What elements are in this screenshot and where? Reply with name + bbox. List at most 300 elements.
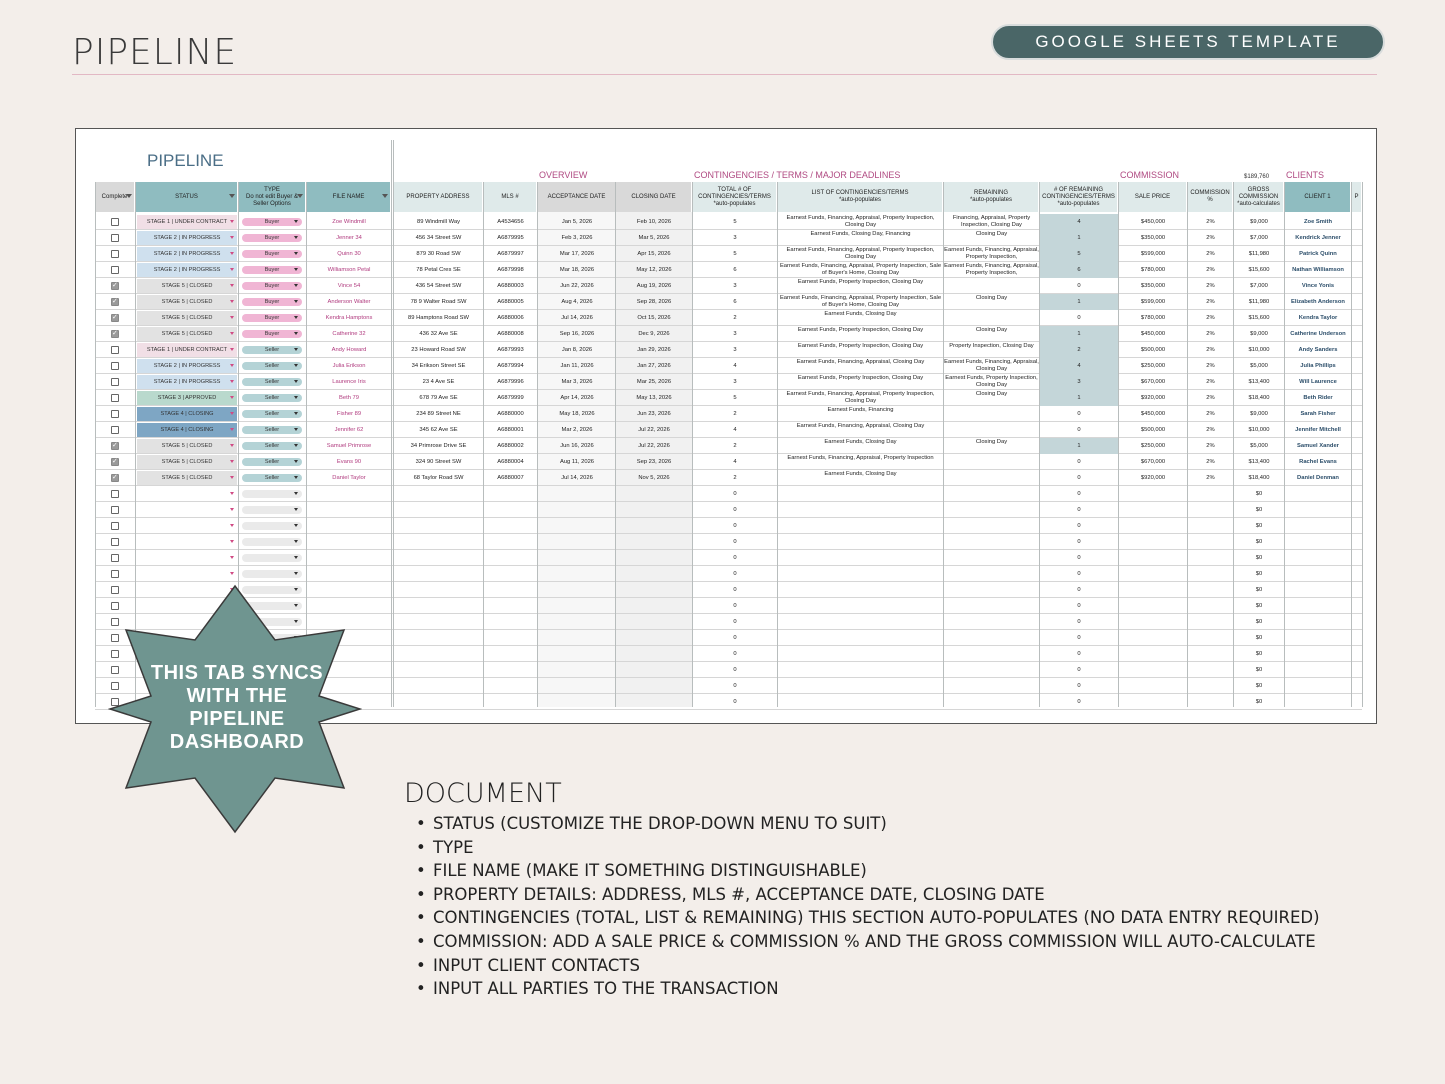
type-dropdown[interactable] — [242, 282, 302, 290]
price-cell[interactable] — [1119, 598, 1187, 614]
col-header-file-name[interactable]: FILE NAME — [307, 182, 391, 212]
gross-cell[interactable]: $11,980 — [1248, 299, 1270, 305]
remaining-cell[interactable] — [944, 534, 1039, 550]
client-cell[interactable]: Julia Phillips — [1300, 363, 1336, 369]
file-name-cell[interactable]: Evans 90 — [336, 459, 362, 465]
address-cell[interactable] — [394, 678, 483, 694]
pct-cell[interactable]: 2% — [1206, 427, 1215, 433]
type-dropdown[interactable] — [242, 330, 302, 338]
list-cell[interactable]: Earnest Funds, Financing, Appraisal, Property Inspection — [787, 455, 934, 461]
close-cell[interactable] — [616, 598, 692, 614]
close-cell[interactable]: Aug 19, 2026 — [636, 283, 672, 289]
status-dropdown[interactable] — [137, 391, 237, 405]
pct-cell[interactable] — [1188, 518, 1233, 534]
remaining-cell[interactable]: Earnest Funds, Financing, Appraisal, Property Inspection, — [944, 263, 1039, 276]
price-cell[interactable]: $350,000 — [1140, 235, 1166, 241]
pct-cell[interactable] — [1188, 662, 1233, 678]
list-cell[interactable]: Earnest Funds, Property Inspection, Closing Day — [797, 375, 924, 381]
list-cell[interactable] — [778, 486, 943, 502]
accept-cell[interactable]: Mar 2, 2026 — [561, 427, 593, 433]
client-cell[interactable]: Catherine Underson — [1290, 331, 1346, 337]
file-name-cell[interactable] — [307, 534, 391, 550]
mls-cell[interactable] — [484, 550, 537, 566]
gross-cell[interactable]: $11,980 — [1248, 251, 1270, 257]
type-dropdown[interactable] — [242, 250, 302, 258]
mls-cell[interactable] — [484, 646, 537, 662]
list-cell[interactable] — [778, 534, 943, 550]
gross-cell[interactable]: $5,000 — [1250, 443, 1268, 449]
accept-cell[interactable] — [538, 630, 616, 646]
client-cell[interactable]: Will Laurence — [1299, 379, 1337, 385]
rem-count-cell[interactable]: 1 — [1040, 294, 1118, 310]
client-cell[interactable]: Beth Rider — [1303, 395, 1333, 401]
gross-cell[interactable]: $18,400 — [1248, 395, 1270, 401]
gross-cell[interactable]: $0 — [1255, 651, 1263, 657]
col-header-client1[interactable]: CLIENT 1 — [1285, 182, 1351, 212]
type-dropdown[interactable] — [242, 298, 302, 306]
file-name-cell[interactable] — [307, 502, 391, 518]
status-dropdown[interactable] — [137, 343, 237, 357]
total-cell[interactable]: 0 — [733, 587, 737, 593]
remaining-cell[interactable]: Property Inspection, Closing Day — [949, 343, 1034, 349]
address-cell[interactable] — [394, 534, 483, 550]
file-name-cell[interactable]: Kendra Hamptons — [325, 315, 373, 321]
status-dropdown[interactable] — [137, 231, 237, 245]
remaining-cell[interactable] — [944, 598, 1039, 614]
price-cell[interactable]: $780,000 — [1140, 315, 1166, 321]
remaining-cell[interactable]: Closing Day — [975, 439, 1008, 445]
close-cell[interactable] — [616, 582, 692, 598]
gross-cell[interactable]: $0 — [1255, 683, 1263, 689]
remaining-cell[interactable] — [944, 470, 1039, 486]
close-cell[interactable] — [616, 614, 692, 630]
address-cell[interactable]: 234 89 Street NE — [416, 411, 461, 417]
file-name-cell[interactable]: Vince 54 — [337, 283, 361, 289]
client-cell[interactable] — [1285, 486, 1351, 502]
list-cell[interactable]: Earnest Funds, Closing Day, Financing — [810, 231, 911, 237]
accept-cell[interactable] — [538, 582, 616, 598]
file-name-cell[interactable]: Laurence Iris — [332, 379, 366, 385]
col-header-gross-commission[interactable]: GROSS COMMISSION *auto-calculates — [1234, 182, 1284, 212]
remaining-cell[interactable] — [944, 406, 1039, 422]
filter-icon[interactable] — [126, 194, 132, 198]
accept-cell[interactable]: May 18, 2026 — [559, 411, 595, 417]
col-header-total-contingencies[interactable]: TOTAL # OF CONTINGENCIES/TERMS *auto-populates — [693, 182, 777, 212]
file-name-cell[interactable] — [307, 486, 391, 502]
address-cell[interactable]: 436 54 Street SW — [415, 283, 462, 289]
remaining-cell[interactable] — [944, 422, 1039, 438]
status-dropdown[interactable] — [137, 423, 237, 437]
status-dropdown[interactable] — [137, 407, 237, 421]
total-cell[interactable]: 2 — [733, 315, 737, 321]
client-cell[interactable]: Zoe Smith — [1303, 219, 1333, 225]
gross-cell[interactable]: $0 — [1255, 667, 1263, 673]
rem-count-cell[interactable]: 6 — [1040, 262, 1118, 278]
client-cell[interactable]: Rachel Evans — [1299, 459, 1337, 465]
rem-count-cell[interactable]: 3 — [1040, 374, 1118, 390]
mls-cell[interactable]: A6879996 — [497, 379, 524, 385]
total-cell[interactable]: 0 — [733, 619, 737, 625]
close-cell[interactable] — [616, 694, 692, 710]
accept-cell[interactable] — [538, 614, 616, 630]
client-cell[interactable]: Patrick Quinn — [1299, 251, 1337, 257]
gross-cell[interactable]: $0 — [1255, 587, 1263, 593]
file-name-cell[interactable] — [307, 518, 391, 534]
list-cell[interactable]: Earnest Funds, Financing — [827, 407, 894, 413]
address-cell[interactable] — [394, 486, 483, 502]
address-cell[interactable]: 456 34 Street SW — [415, 235, 462, 241]
remaining-cell[interactable] — [944, 518, 1039, 534]
mls-cell[interactable] — [484, 486, 537, 502]
pct-cell[interactable] — [1188, 614, 1233, 630]
file-name-cell[interactable]: Andy Howard — [331, 347, 367, 353]
list-cell[interactable]: Earnest Funds, Financing, Appraisal, Property Inspection, Closing Day — [786, 391, 935, 404]
remaining-cell[interactable] — [944, 454, 1039, 470]
gross-cell[interactable]: $0 — [1255, 491, 1263, 497]
list-cell[interactable] — [778, 646, 943, 662]
address-cell[interactable]: 879 30 Road SW — [416, 251, 461, 257]
price-cell[interactable]: $670,000 — [1140, 459, 1166, 465]
total-cell[interactable]: 0 — [733, 651, 737, 657]
price-cell[interactable]: $450,000 — [1140, 219, 1166, 225]
list-cell[interactable] — [778, 550, 943, 566]
close-cell[interactable] — [616, 566, 692, 582]
rem-count-cell[interactable]: 0 — [1077, 603, 1081, 609]
rem-count-cell[interactable]: 0 — [1077, 283, 1081, 289]
list-cell[interactable]: Earnest Funds, Financing, Appraisal, Property Inspection, Sale of Buyer's Home, Closing Day — [779, 295, 942, 308]
price-cell[interactable] — [1119, 566, 1187, 582]
price-cell[interactable]: $920,000 — [1140, 395, 1166, 401]
col-header-status[interactable]: STATUS — [136, 182, 238, 212]
total-cell[interactable]: 4 — [733, 363, 737, 369]
rem-count-cell[interactable]: 0 — [1077, 411, 1081, 417]
file-name-cell[interactable]: Julia Erikson — [332, 363, 366, 369]
total-cell[interactable]: 0 — [733, 603, 737, 609]
list-cell[interactable]: Earnest Funds, Financing, Appraisal, Closing Day — [796, 359, 925, 365]
close-cell[interactable] — [616, 534, 692, 550]
client-cell[interactable]: Samuel Xander — [1297, 443, 1339, 449]
rem-count-cell[interactable]: 5 — [1040, 246, 1118, 262]
gross-cell[interactable]: $7,000 — [1250, 235, 1268, 241]
address-cell[interactable] — [394, 582, 483, 598]
address-cell[interactable] — [394, 550, 483, 566]
address-cell[interactable]: 23 4 Ave SE — [422, 379, 455, 385]
client-cell[interactable] — [1285, 566, 1351, 582]
address-cell[interactable] — [394, 646, 483, 662]
client-cell[interactable] — [1285, 646, 1351, 662]
status-dropdown[interactable] — [137, 375, 237, 389]
mls-cell[interactable]: A6879997 — [497, 251, 524, 257]
type-dropdown[interactable] — [242, 378, 302, 386]
rem-count-cell[interactable]: 0 — [1077, 555, 1081, 561]
complete-checkbox[interactable] — [111, 490, 119, 498]
client-cell[interactable]: Vince Yonis — [1301, 283, 1335, 289]
status-dropdown[interactable] — [137, 519, 237, 533]
list-cell[interactable]: Earnest Funds, Financing, Appraisal, Property Inspection, Sale of Buyer's Home, Closing Day — [779, 263, 942, 276]
pct-cell[interactable]: 2% — [1206, 395, 1215, 401]
pct-cell[interactable]: 2% — [1206, 251, 1215, 257]
accept-cell[interactable]: Sep 16, 2026 — [559, 331, 595, 337]
address-cell[interactable]: 89 Hamptons Road SW — [408, 315, 469, 321]
remaining-cell[interactable] — [944, 582, 1039, 598]
gross-cell[interactable]: $15,600 — [1248, 315, 1270, 321]
remaining-cell[interactable] — [944, 486, 1039, 502]
close-cell[interactable]: Mar 5, 2026 — [638, 235, 670, 241]
mls-cell[interactable] — [484, 534, 537, 550]
accept-cell[interactable]: Jan 11, 2026 — [560, 363, 594, 369]
client-cell[interactable]: Andy Sanders — [1298, 347, 1338, 353]
total-cell[interactable]: 6 — [733, 299, 737, 305]
pct-cell[interactable] — [1188, 582, 1233, 598]
list-cell[interactable]: Earnest Funds, Closing Day — [824, 439, 897, 445]
price-cell[interactable]: $500,000 — [1140, 347, 1166, 353]
rem-count-cell[interactable]: 0 — [1077, 635, 1081, 641]
pct-cell[interactable] — [1188, 502, 1233, 518]
gross-cell[interactable]: $0 — [1255, 523, 1263, 529]
accept-cell[interactable]: Jul 14, 2026 — [561, 315, 593, 321]
type-dropdown[interactable] — [242, 426, 302, 434]
type-dropdown[interactable] — [242, 346, 302, 354]
list-cell[interactable] — [778, 630, 943, 646]
total-cell[interactable]: 0 — [733, 539, 737, 545]
total-cell[interactable]: 4 — [733, 459, 737, 465]
remaining-cell[interactable] — [944, 614, 1039, 630]
type-dropdown[interactable] — [242, 314, 302, 322]
gross-cell[interactable]: $15,600 — [1248, 267, 1270, 273]
status-dropdown[interactable] — [137, 327, 237, 341]
gross-cell[interactable]: $9,000 — [1250, 219, 1268, 225]
accept-cell[interactable]: Feb 3, 2026 — [561, 235, 593, 241]
rem-count-cell[interactable]: 0 — [1077, 683, 1081, 689]
pct-cell[interactable] — [1188, 598, 1233, 614]
close-cell[interactable] — [616, 662, 692, 678]
mls-cell[interactable]: A6879995 — [497, 235, 524, 241]
complete-checkbox[interactable] — [111, 218, 119, 226]
status-dropdown[interactable] — [137, 359, 237, 373]
rem-count-cell[interactable]: 0 — [1077, 699, 1081, 705]
total-cell[interactable]: 0 — [733, 667, 737, 673]
remaining-cell[interactable] — [944, 278, 1039, 294]
mls-cell[interactable]: A6880005 — [497, 299, 524, 305]
complete-checkbox[interactable] — [111, 410, 119, 418]
pct-cell[interactable]: 2% — [1206, 459, 1215, 465]
file-name-cell[interactable]: Jennifer 62 — [334, 427, 364, 433]
file-name-cell[interactable]: Daniel Taylor — [332, 475, 366, 481]
file-name-cell[interactable]: Anderson Walter — [327, 299, 371, 305]
total-cell[interactable]: 0 — [733, 507, 737, 513]
list-cell[interactable]: Earnest Funds, Property Inspection, Closing Day — [797, 343, 924, 349]
gross-cell[interactable]: $0 — [1255, 619, 1263, 625]
total-cell[interactable]: 0 — [733, 635, 737, 641]
price-cell[interactable] — [1119, 534, 1187, 550]
type-dropdown[interactable] — [242, 442, 302, 450]
rem-count-cell[interactable]: 0 — [1077, 587, 1081, 593]
pct-cell[interactable]: 2% — [1206, 267, 1215, 273]
complete-checkbox[interactable] — [111, 442, 119, 450]
pct-cell[interactable] — [1188, 486, 1233, 502]
status-dropdown[interactable] — [137, 295, 237, 309]
client-cell[interactable]: Sarah Fisher — [1300, 411, 1336, 417]
file-name-cell[interactable]: Zoe Windmill — [332, 219, 366, 225]
client-cell[interactable]: Kendrick Jenner — [1295, 235, 1341, 241]
status-dropdown[interactable] — [137, 535, 237, 549]
close-cell[interactable]: Mar 25, 2026 — [636, 379, 672, 385]
filter-icon[interactable] — [229, 194, 235, 198]
col-header-mls[interactable]: MLS # — [484, 182, 537, 212]
file-name-cell[interactable] — [307, 550, 391, 566]
col-header-list-contingencies[interactable]: LIST OF CONTINGENCIES/TERMS *auto-populates — [778, 182, 943, 212]
accept-cell[interactable] — [538, 502, 616, 518]
complete-checkbox[interactable] — [111, 474, 119, 482]
address-cell[interactable] — [394, 614, 483, 630]
price-cell[interactable]: $250,000 — [1140, 363, 1166, 369]
remaining-cell[interactable]: Closing Day — [975, 231, 1008, 237]
address-cell[interactable] — [394, 662, 483, 678]
list-cell[interactable] — [778, 502, 943, 518]
filter-icon[interactable] — [297, 194, 303, 198]
address-cell[interactable] — [394, 630, 483, 646]
gross-cell[interactable]: $10,000 — [1248, 427, 1270, 433]
pct-cell[interactable]: 2% — [1206, 411, 1215, 417]
close-cell[interactable]: May 12, 2026 — [636, 267, 672, 273]
col-header-commission-pct[interactable]: COMMISSION % — [1188, 182, 1233, 212]
complete-checkbox[interactable] — [111, 298, 119, 306]
address-cell[interactable]: 89 Windmill Way — [417, 219, 460, 225]
accept-cell[interactable]: Aug 11, 2026 — [559, 459, 595, 465]
type-dropdown[interactable] — [242, 234, 302, 242]
file-name-cell[interactable]: Williamson Petal — [327, 267, 371, 273]
total-cell[interactable]: 3 — [733, 235, 737, 241]
address-cell[interactable]: 23 Howard Road SW — [411, 347, 466, 353]
col-header-remaining-count[interactable]: # OF REMAINING CONTINGENCIES/TERMS *auto-populates — [1040, 182, 1118, 212]
pct-cell[interactable] — [1188, 550, 1233, 566]
mls-cell[interactable]: A6879999 — [497, 395, 524, 401]
accept-cell[interactable]: Mar 17, 2026 — [559, 251, 595, 257]
status-dropdown[interactable] — [137, 503, 237, 517]
type-dropdown[interactable] — [242, 554, 302, 562]
remaining-cell[interactable] — [944, 502, 1039, 518]
close-cell[interactable]: Jul 22, 2026 — [638, 427, 670, 433]
complete-checkbox[interactable] — [111, 570, 119, 578]
complete-checkbox[interactable] — [111, 538, 119, 546]
list-cell[interactable] — [778, 694, 943, 710]
type-dropdown[interactable] — [242, 266, 302, 274]
list-cell[interactable] — [778, 598, 943, 614]
gross-cell[interactable]: $9,000 — [1250, 411, 1268, 417]
gross-cell[interactable]: $0 — [1255, 699, 1263, 705]
address-cell[interactable] — [394, 598, 483, 614]
accept-cell[interactable]: Jun 16, 2026 — [560, 443, 594, 449]
accept-cell[interactable] — [538, 550, 616, 566]
price-cell[interactable] — [1119, 646, 1187, 662]
price-cell[interactable]: $670,000 — [1140, 379, 1166, 385]
client-cell[interactable] — [1285, 550, 1351, 566]
gross-cell[interactable]: $0 — [1255, 555, 1263, 561]
address-cell[interactable]: 436 32 Ave SE — [419, 331, 458, 337]
type-dropdown[interactable] — [242, 474, 302, 482]
filter-icon[interactable] — [382, 194, 388, 198]
pct-cell[interactable]: 2% — [1206, 379, 1215, 385]
accept-cell[interactable] — [538, 534, 616, 550]
total-cell[interactable]: 5 — [733, 219, 737, 225]
rem-count-cell[interactable]: 0 — [1077, 491, 1081, 497]
rem-count-cell[interactable]: 0 — [1077, 427, 1081, 433]
file-name-cell[interactable]: Quinn 30 — [337, 251, 361, 257]
remaining-cell[interactable]: Closing Day — [975, 391, 1008, 397]
remaining-cell[interactable]: Closing Day — [975, 327, 1008, 333]
col-header-complete[interactable]: Complete — [95, 182, 135, 212]
address-cell[interactable]: 34 Primrose Drive SE — [410, 443, 467, 449]
total-cell[interactable]: 0 — [733, 523, 737, 529]
client-cell[interactable] — [1285, 630, 1351, 646]
client-cell[interactable] — [1285, 694, 1351, 710]
address-cell[interactable]: 678 79 Ave SE — [419, 395, 458, 401]
client-cell[interactable]: Kendra Taylor — [1298, 315, 1338, 321]
price-cell[interactable] — [1119, 486, 1187, 502]
col-header-type[interactable]: TYPE Do not edit Buyer & Seller Options — [239, 182, 306, 212]
rem-count-cell[interactable]: 0 — [1077, 315, 1081, 321]
mls-cell[interactable] — [484, 598, 537, 614]
type-dropdown[interactable] — [242, 490, 302, 498]
rem-count-cell[interactable]: 2 — [1040, 342, 1118, 358]
complete-checkbox[interactable] — [111, 506, 119, 514]
list-cell[interactable] — [778, 518, 943, 534]
complete-checkbox[interactable] — [111, 362, 119, 370]
gross-cell[interactable]: $13,400 — [1248, 459, 1270, 465]
client-cell[interactable]: Jennifer Mitchell — [1295, 427, 1341, 433]
client-cell[interactable] — [1285, 582, 1351, 598]
gross-cell[interactable]: $10,000 — [1248, 347, 1270, 353]
price-cell[interactable] — [1119, 630, 1187, 646]
accept-cell[interactable]: Jan 8, 2026 — [561, 347, 593, 353]
complete-checkbox[interactable] — [111, 250, 119, 258]
remaining-cell[interactable] — [944, 694, 1039, 710]
gross-cell[interactable]: $18,400 — [1248, 475, 1270, 481]
rem-count-cell[interactable]: 4 — [1040, 358, 1118, 374]
pct-cell[interactable]: 2% — [1206, 475, 1215, 481]
complete-checkbox[interactable] — [111, 378, 119, 386]
close-cell[interactable]: Jan 29, 2026 — [637, 347, 671, 353]
list-cell[interactable] — [778, 582, 943, 598]
close-cell[interactable] — [616, 646, 692, 662]
list-cell[interactable] — [778, 662, 943, 678]
price-cell[interactable]: $599,000 — [1140, 251, 1166, 257]
client-cell[interactable] — [1285, 662, 1351, 678]
mls-cell[interactable] — [484, 678, 537, 694]
mls-cell[interactable] — [484, 502, 537, 518]
close-cell[interactable] — [616, 678, 692, 694]
gross-cell[interactable]: $13,400 — [1248, 379, 1270, 385]
pct-cell[interactable] — [1188, 630, 1233, 646]
rem-count-cell[interactable]: 1 — [1040, 230, 1118, 246]
col-header-acceptance[interactable]: ACCEPTANCE DATE — [538, 182, 616, 212]
accept-cell[interactable]: Jul 14, 2026 — [561, 475, 593, 481]
price-cell[interactable] — [1119, 550, 1187, 566]
type-dropdown[interactable] — [242, 394, 302, 402]
total-cell[interactable]: 0 — [733, 699, 737, 705]
status-dropdown[interactable] — [137, 455, 237, 469]
col-header-closing[interactable]: CLOSING DATE — [616, 182, 692, 212]
accept-cell[interactable] — [538, 486, 616, 502]
price-cell[interactable]: $500,000 — [1140, 427, 1166, 433]
gross-cell[interactable]: $7,000 — [1250, 283, 1268, 289]
address-cell[interactable] — [394, 518, 483, 534]
client-cell[interactable]: Daniel Denman — [1297, 475, 1339, 481]
client-cell[interactable] — [1285, 598, 1351, 614]
price-cell[interactable]: $350,000 — [1140, 283, 1166, 289]
accept-cell[interactable]: Aug 4, 2026 — [561, 299, 593, 305]
close-cell[interactable]: Jun 23, 2026 — [637, 411, 671, 417]
